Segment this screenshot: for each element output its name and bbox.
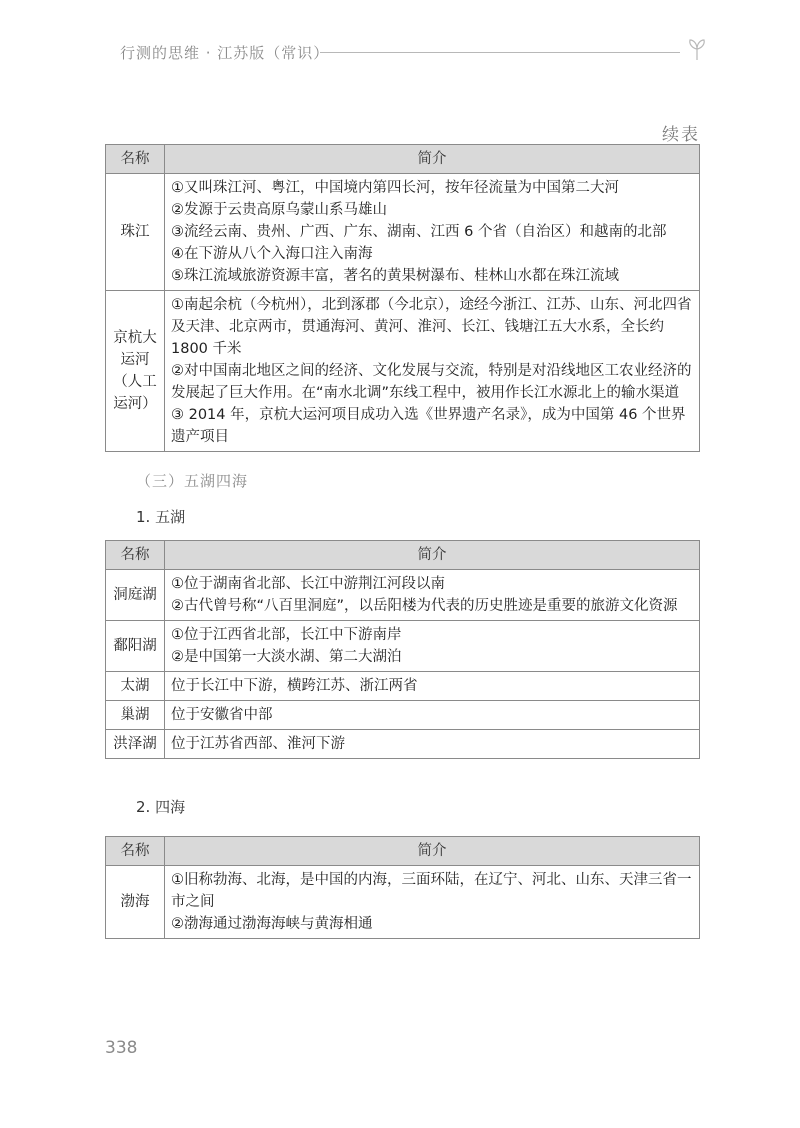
table-header-row — [106, 145, 700, 174]
desc-line: ②渤海通过渤海海峡与黄海相通 — [171, 916, 373, 932]
row-desc — [165, 866, 700, 939]
row-desc — [165, 730, 700, 759]
row-name: 洪泽湖 — [106, 730, 165, 759]
table-row — [106, 701, 700, 730]
row-name: 洞庭湖 — [106, 570, 165, 621]
desc-line: ③ 2014 年，京杭大运河项目成功入选《世界遗产名录》，成为中国第 46 个世界遗产项目 — [171, 407, 686, 445]
table-row — [106, 672, 700, 701]
section-title: （三）五湖四海 — [136, 472, 249, 490]
running-header — [120, 34, 720, 64]
table-row — [106, 174, 700, 291]
row-desc — [165, 570, 700, 621]
table-row — [106, 866, 700, 939]
rivers-table — [105, 144, 700, 452]
row-desc — [165, 701, 700, 730]
seas-table — [105, 836, 700, 939]
column-header-desc: 简介 — [165, 145, 700, 174]
desc-line: ①位于湖南省北部、长江中游荆江河段以南 — [171, 576, 445, 592]
row-desc — [165, 174, 700, 291]
row-name: 京杭大运河（人工运河） — [106, 291, 165, 452]
column-header-desc: 简介 — [165, 541, 700, 570]
header-rule — [320, 52, 680, 53]
table-row — [106, 291, 700, 452]
row-desc — [165, 621, 700, 672]
row-name: 太湖 — [106, 672, 165, 701]
row-desc — [165, 291, 700, 452]
desc-line: ⑤珠江流域旅游资源丰富，著名的黄果树瀑布、桂林山水都在珠江流域 — [171, 268, 619, 284]
table-header-row — [106, 837, 700, 866]
row-name: 鄱阳湖 — [106, 621, 165, 672]
row-name: 珠江 — [106, 174, 165, 291]
page-number: 338 — [105, 1038, 138, 1058]
desc-line: ②古代曾号称“八百里洞庭”，以岳阳楼为代表的历史胜迹是重要的旅游文化资源 — [171, 598, 678, 614]
table-row — [106, 570, 700, 621]
subsection-title-seas: 2. 四海 — [136, 798, 186, 816]
desc-line: ①旧称勃海、北海，是中国的内海，三面环陆，在辽宁、河北、山东、天津三省一市之间 — [171, 872, 692, 910]
desc-line: ③流经云南、贵州、广西、广东、湖南、江西 6 个省（自治区）和越南的北部 — [171, 224, 667, 240]
desc-line: ④在下游从八个入海口注入南海 — [171, 246, 373, 262]
subsection-title-lakes: 1. 五湖 — [136, 508, 186, 526]
row-desc — [165, 672, 700, 701]
desc-line: ①南起余杭（今杭州），北到涿郡（今北京），途经今浙江、江苏、山东、河北四省及天津、北京两市，贯通海河、黄河、淮河、长江、钱塘江五大水系，全长约 1800 千米 — [171, 297, 692, 357]
desc-line: ②对中国南北地区之间的经济、文化发展与交流，特别是对沿线地区工农业经济的发展起了巨大作用。在“南水北调”东线工程中，被用作长江水源北上的输水渠道 — [171, 363, 692, 401]
desc-line: ②是中国第一大淡水湖、第二大湖泊 — [171, 649, 402, 665]
desc-line: ①又叫珠江河、粤江，中国境内第四长河，按年径流量为中国第二大河 — [171, 180, 619, 196]
desc-line: 位于安徽省中部 — [171, 707, 273, 723]
table-row — [106, 621, 700, 672]
header-title: 行测的思维 · 江苏版（常识） — [120, 44, 330, 62]
column-header-name: 名称 — [106, 145, 165, 174]
desc-line: ①位于江西省北部，长江中下游南岸 — [171, 627, 402, 643]
column-header-name: 名称 — [106, 541, 165, 570]
table-header-row — [106, 541, 700, 570]
desc-line: 位于江苏省西部、淮河下游 — [171, 736, 345, 752]
column-header-desc: 简介 — [165, 837, 700, 866]
sprout-icon — [682, 34, 712, 64]
table-row — [106, 730, 700, 759]
row-name: 渤海 — [106, 866, 165, 939]
column-header-name: 名称 — [106, 837, 165, 866]
continued-label: 续表 — [662, 125, 700, 145]
row-name: 巢湖 — [106, 701, 165, 730]
desc-line: 位于长江中下游，横跨江苏、浙江两省 — [171, 678, 418, 694]
lakes-table — [105, 540, 700, 759]
desc-line: ②发源于云贵高原乌蒙山系马雄山 — [171, 202, 387, 218]
